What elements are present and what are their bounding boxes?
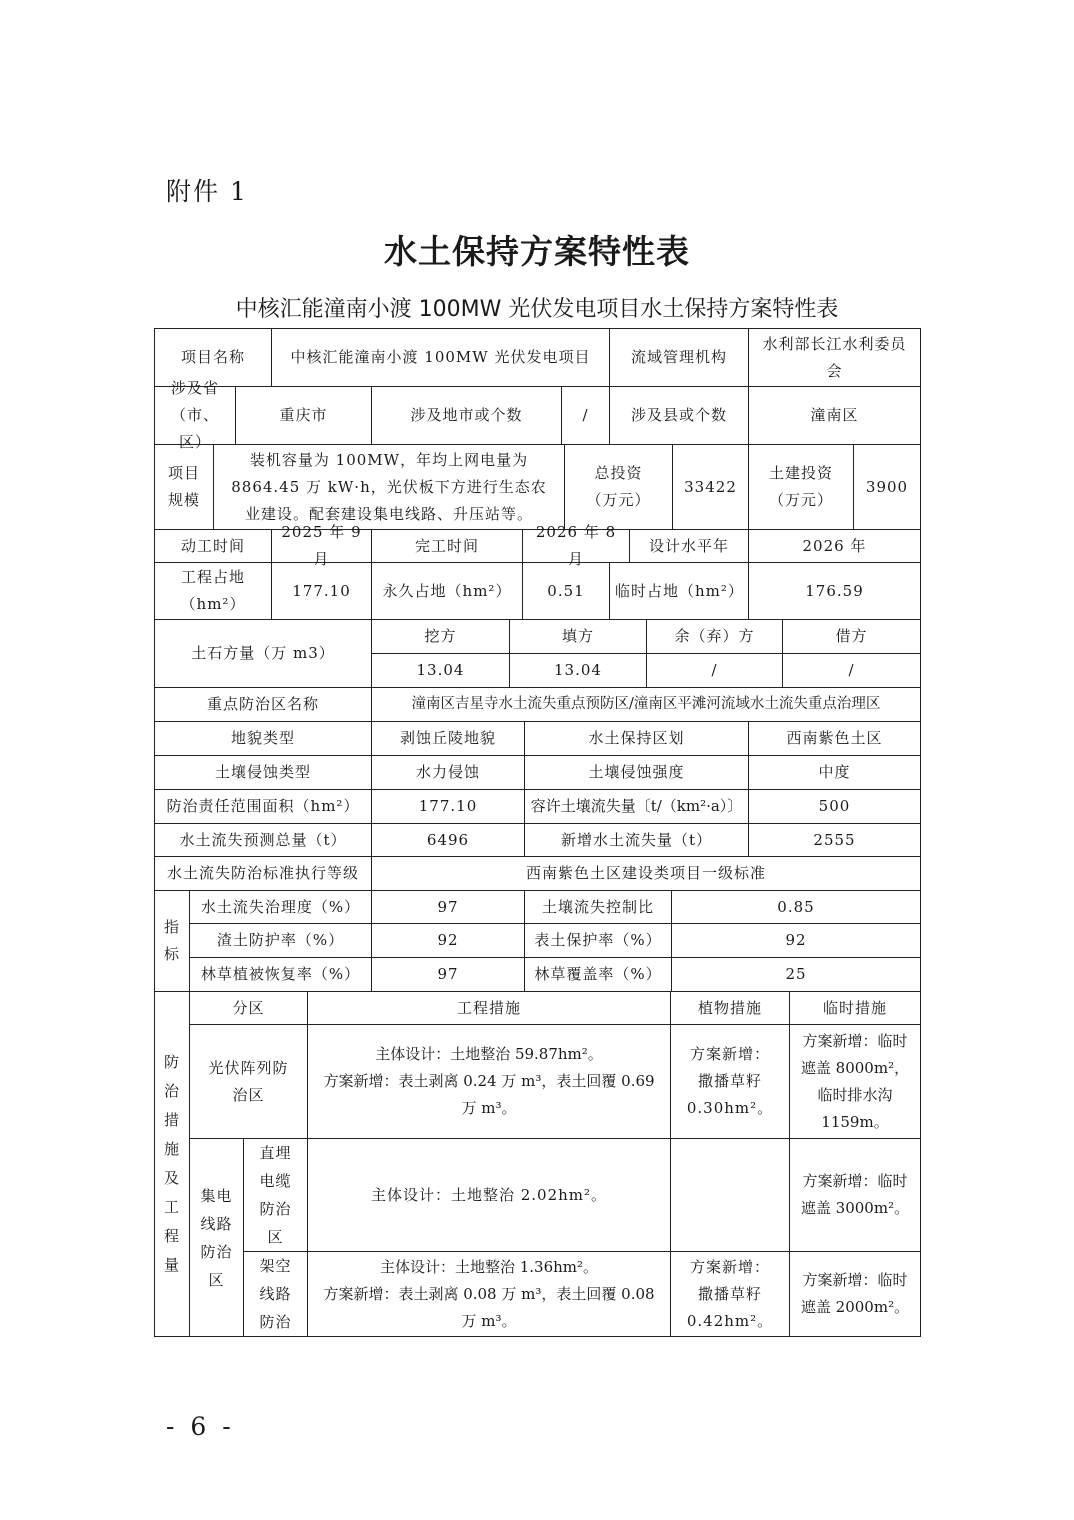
- buried-temporary: 方案新增：临时遮盖 3000m²。: [790, 1139, 921, 1252]
- land-value: 177.10: [272, 563, 372, 620]
- pv-engineering: 主体设计：土地整治 59.87hm²。 方案新增：表土剥离 0.24 万 m³，表土回覆 0.69 万 m³。: [308, 1025, 671, 1139]
- erosion-type-label: 土壤侵蚀类型: [155, 756, 372, 790]
- measures-header-engineering: 工程措施: [308, 992, 671, 1025]
- indicator-label-1: 水土流失治理度（%）: [190, 891, 372, 924]
- temp-land-label: 临时占地（hm²）: [610, 563, 749, 620]
- city-count-value: /: [562, 387, 610, 445]
- start-value: 2025 年 9 月: [272, 530, 372, 563]
- erosion-intensity-value: 中度: [749, 756, 921, 790]
- finish-value: 2026 年 8 月: [523, 530, 630, 563]
- document-title: 水土保持方案特性表: [384, 232, 690, 271]
- indicator-value-3: 97: [372, 958, 525, 992]
- indicator-value2-2: 92: [672, 924, 921, 958]
- new-loss-label: 新增水土流失量（t）: [525, 824, 749, 857]
- key-zone-label: 重点防治区名称: [155, 688, 372, 722]
- soil-region-label: 水土保持区划: [525, 722, 749, 756]
- pv-temporary: 方案新增：临时遮盖 8000m²，临时排水沟 1159m。: [790, 1025, 921, 1139]
- overhead-temporary: 方案新增：临时遮盖 2000m²。: [790, 1252, 921, 1337]
- indicator-label2-3: 林草覆盖率（%）: [525, 958, 672, 992]
- county-value: 潼南区: [749, 387, 921, 445]
- landform-value: 剥蚀丘陵地貌: [372, 722, 525, 756]
- total-invest-label: 总投资（万元）: [565, 445, 673, 530]
- earthwork-value-surplus: /: [647, 654, 783, 688]
- city-count-label: 涉及地市或个数: [372, 387, 562, 445]
- resp-area-label: 防治责任范围面积（hm²）: [155, 790, 372, 824]
- table-title: 中核汇能潼南小渡 100MW 光伏发电项目水土保持方案特性表: [235, 297, 839, 322]
- project-name-label: 项目名称: [155, 329, 272, 387]
- pv-plant: 方案新增：撒播草籽 0.30hm²。: [671, 1025, 790, 1139]
- overhead-engineering: 主体设计：土地整治 1.36hm²。 方案新增：表土剥离 0.08 万 m³，表土回覆 0.08 万 m³。: [308, 1252, 671, 1337]
- indicator-label2-2: 表土保护率（%）: [525, 924, 672, 958]
- total-invest-value: 33422: [673, 445, 749, 530]
- allow-loss-value: 500: [749, 790, 921, 824]
- characteristics-table: [154, 328, 921, 1337]
- attachment-label: 附件 1: [166, 177, 248, 206]
- pred-loss-label: 水土流失预测总量（t）: [155, 824, 372, 857]
- measures-header-zone: 分区: [190, 992, 308, 1025]
- design-year-value: 2026 年: [749, 530, 921, 563]
- indicator-value-2: 92: [372, 924, 525, 958]
- earthwork-header-surplus: 余（弃）方: [647, 620, 783, 654]
- erosion-intensity-label: 土壤侵蚀强度: [525, 756, 749, 790]
- land-label: 工程占地（hm²）: [155, 563, 272, 620]
- buried-zone: 直埋电缆防治区: [244, 1139, 308, 1252]
- perm-land-label: 永久占地（hm²）: [372, 563, 523, 620]
- basin-agency-value: 水利部长江水利委员会: [749, 329, 921, 387]
- earthwork-value-fill: 13.04: [510, 654, 647, 688]
- earthwork-header-cut: 挖方: [372, 620, 510, 654]
- page-number: - 6 -: [166, 1412, 235, 1441]
- indicator-label: 指标: [155, 891, 190, 992]
- buried-plant: [671, 1139, 790, 1252]
- indicator-label-2: 渣土防护率（%）: [190, 924, 372, 958]
- province-label: 涉及省（市、区）: [155, 387, 236, 445]
- finish-label: 完工时间: [372, 530, 523, 563]
- start-label: 动工时间: [155, 530, 272, 563]
- erosion-type-value: 水力侵蚀: [372, 756, 525, 790]
- overhead-zone: 架空线路防治: [244, 1252, 308, 1337]
- province-value: 重庆市: [236, 387, 372, 445]
- overhead-plant: 方案新增：撒播草籽 0.42hm²。: [671, 1252, 790, 1337]
- basin-agency-label: 流域管理机构: [610, 329, 749, 387]
- indicator-label2-1: 土壤流失控制比: [525, 891, 672, 924]
- indicator-label-3: 林草植被恢复率（%）: [190, 958, 372, 992]
- allow-loss-label: 容许土壤流失量〔t/（km²·a）〕: [525, 790, 749, 824]
- indicator-value-1: 97: [372, 891, 525, 924]
- earthwork-header-fill: 填方: [510, 620, 647, 654]
- earthwork-value-cut: 13.04: [372, 654, 510, 688]
- civil-invest-value: 3900: [854, 445, 921, 530]
- perm-land-value: 0.51: [523, 563, 610, 620]
- temp-land-value: 176.59: [749, 563, 921, 620]
- design-year-label: 设计水平年: [630, 530, 749, 563]
- soil-region-value: 西南紫色土区: [749, 722, 921, 756]
- measures-header-plant: 植物措施: [671, 992, 790, 1025]
- pred-loss-value: 6496: [372, 824, 525, 857]
- line-zone: 集电线路防治区: [190, 1139, 244, 1337]
- standard-value: 西南紫色土区建设类项目一级标准: [372, 857, 921, 891]
- new-loss-value: 2555: [749, 824, 921, 857]
- scale-label: 项目规模: [155, 445, 214, 530]
- measures-label: 防治措施及工程量: [155, 992, 190, 1337]
- landform-label: 地貌类型: [155, 722, 372, 756]
- earthwork-header-borrow: 借方: [783, 620, 921, 654]
- indicator-value2-3: 25: [672, 958, 921, 992]
- project-name-value: 中核汇能潼南小渡 100MW 光伏发电项目: [272, 329, 610, 387]
- measures-header-temporary: 临时措施: [790, 992, 921, 1025]
- earthwork-value-borrow: /: [783, 654, 921, 688]
- scale-value: 装机容量为 100MW，年均上网电量为 8864.45 万 kW·h，光伏板下方进行生态农业建设。配套建设集电线路、升压站等。: [214, 445, 565, 530]
- key-zone-value: 潼南区吉星寺水土流失重点预防区/潼南区平滩河流域水土流失重点治理区: [372, 688, 921, 722]
- standard-label: 水土流失防治标准执行等级: [155, 857, 372, 891]
- indicator-value2-1: 0.85: [672, 891, 921, 924]
- county-label: 涉及县或个数: [610, 387, 749, 445]
- resp-area-value: 177.10: [372, 790, 525, 824]
- civil-invest-label: 土建投资（万元）: [749, 445, 854, 530]
- pv-zone: 光伏阵列防治区: [190, 1025, 308, 1139]
- earthwork-label: 土石方量（万 m3）: [155, 620, 372, 688]
- buried-engineering: 主体设计：土地整治 2.02hm²。: [308, 1139, 671, 1252]
